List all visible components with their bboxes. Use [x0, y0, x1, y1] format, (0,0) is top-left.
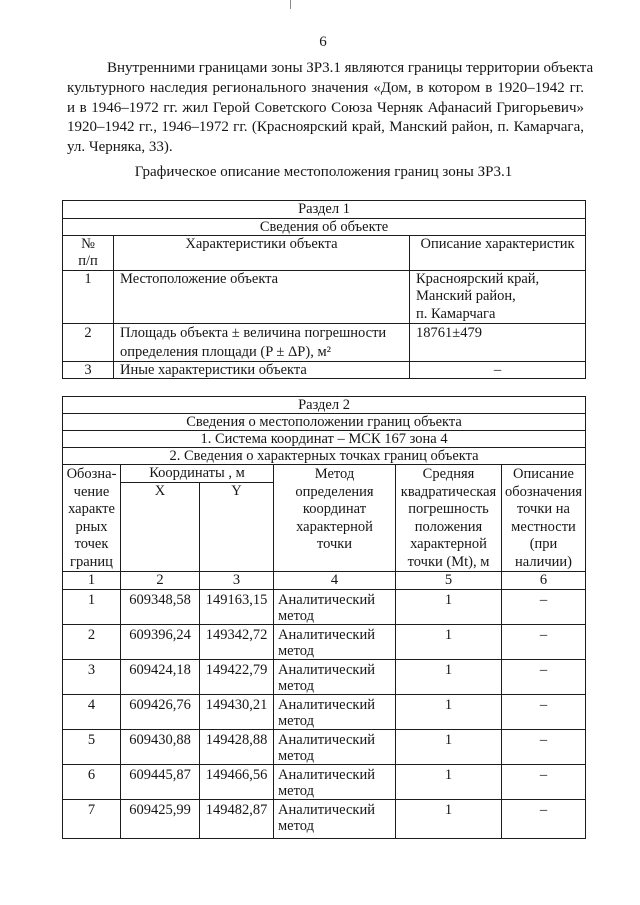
section1-subtitle: Сведения об объекте — [63, 219, 586, 236]
point-id: 2 — [63, 625, 121, 660]
point-id: 7 — [63, 800, 121, 839]
row-number: 1 — [63, 271, 114, 324]
header-line: характерной — [296, 518, 373, 535]
description-line: – — [493, 362, 502, 378]
point-method: Аналитический метод — [274, 625, 396, 660]
description-line: Красноярский край, — [416, 271, 540, 287]
description-line: 18761±479 — [416, 325, 482, 341]
header-line: Средняя — [422, 466, 475, 482]
point-method: Аналитический метод — [274, 730, 396, 765]
point-row-6 — [63, 765, 586, 800]
header-number — [63, 236, 114, 271]
header-line: рных — [75, 518, 108, 535]
header-line: границ — [70, 553, 113, 570]
point-description: – — [502, 660, 586, 695]
row-number: 3 — [63, 362, 114, 379]
intro-line-2: культурного наследия регионального значения «Дом, в котором в 1920–1942 гг. — [67, 79, 584, 96]
coordinate-system: 1. Система координат – МСК 167 зона 4 — [63, 431, 586, 448]
column-number-row — [63, 572, 586, 590]
point-description: – — [502, 625, 586, 660]
intro-paragraph — [67, 59, 594, 158]
point-row-3 — [63, 660, 586, 695]
section1-title: Раздел 1 — [63, 201, 586, 219]
row-description — [410, 362, 586, 379]
section2-title-row — [63, 397, 586, 414]
row-characteristic — [114, 362, 410, 379]
header-coordinates: Координаты , м — [121, 465, 274, 483]
intro-line-5: ул. Черняка, 33). — [67, 139, 173, 155]
intro-line-3: и в 1946–1972 гг. жил Герой Советского Союза Черняк Афанасий Григорьевич» — [67, 99, 584, 116]
header-point-id — [63, 465, 121, 572]
point-id: 6 — [63, 765, 121, 800]
point-row-4 — [63, 695, 586, 730]
point-x-coordinate: 609425,99 — [121, 800, 200, 839]
points-title-row — [63, 448, 586, 465]
point-row-7 — [63, 800, 586, 839]
point-y-coordinate: 149422,79 — [200, 660, 274, 695]
header-line: характе — [68, 501, 115, 517]
point-y-coordinate: 149342,72 — [200, 625, 274, 660]
point-y-coordinate: 149428,88 — [200, 730, 274, 765]
row-number: 2 — [63, 324, 114, 362]
header-x: X — [121, 483, 200, 572]
column-number: 1 — [63, 572, 121, 590]
point-description: – — [502, 730, 586, 765]
point-description: – — [502, 800, 586, 839]
row-characteristic — [114, 271, 410, 324]
section1-title-row — [63, 201, 586, 219]
point-mean-error: 1 — [396, 625, 502, 660]
point-mean-error: 1 — [396, 660, 502, 695]
header-y: Y — [200, 483, 274, 572]
column-number: 5 — [396, 572, 502, 590]
point-x-coordinate: 609424,18 — [121, 660, 200, 695]
header-line: Описание — [513, 466, 574, 482]
header-characteristic: Характеристики объекта — [114, 236, 410, 271]
point-description: – — [502, 590, 586, 625]
header-line: (при — [529, 536, 558, 552]
header-line: координат — [302, 501, 367, 517]
header-line: погрешность — [408, 501, 489, 517]
point-description: – — [502, 695, 586, 730]
section1-row-2 — [63, 324, 586, 362]
point-mean-error: 1 — [396, 765, 502, 800]
header-number-line: п/п — [78, 253, 98, 269]
header-line: точки (Mt), м — [407, 553, 490, 570]
point-id: 4 — [63, 695, 121, 730]
point-method: Аналитический метод — [274, 765, 396, 800]
description-line: Манский район, — [416, 288, 516, 305]
point-mean-error: 1 — [396, 730, 502, 765]
header-line: наличии) — [515, 553, 572, 570]
characteristic-line: Площадь объекта ± величина погрешности — [120, 325, 387, 341]
point-x-coordinate: 609430,88 — [121, 730, 200, 765]
column-number: 6 — [502, 572, 586, 590]
header-description: Описание характеристик — [410, 236, 586, 271]
scan-mark — [290, 0, 291, 9]
header-line: местности — [511, 518, 576, 535]
point-mean-error: 1 — [396, 590, 502, 625]
header-line: характерной — [410, 536, 487, 552]
header-line: Обозна- — [66, 466, 117, 482]
header-line: чение — [73, 483, 110, 500]
point-method: Аналитический метод — [274, 695, 396, 730]
row-description — [410, 271, 586, 324]
point-x-coordinate: 609426,76 — [121, 695, 200, 730]
header-line: Метод — [314, 466, 355, 482]
column-number: 2 — [121, 572, 200, 590]
points-title: 2. Сведения о характерных точках границ объекта — [63, 448, 586, 465]
section2-table — [62, 396, 586, 839]
section1-row-3 — [63, 362, 586, 379]
point-y-coordinate: 149466,56 — [200, 765, 274, 800]
header-point-description — [502, 465, 586, 572]
intro-line-4: 1920–1942 гг., 1946–1972 гг. (Красноярский край, Манский район, п. Камарчага, — [67, 119, 584, 136]
point-y-coordinate: 149163,15 — [200, 590, 274, 625]
point-x-coordinate: 609396,24 — [121, 625, 200, 660]
point-description: – — [502, 765, 586, 800]
page-number: 6 — [319, 34, 327, 50]
description-line: п. Камарчага — [416, 305, 496, 322]
intro-line-1: Внутренними границами зоны ЗР3.1 являются границы территории объекта — [107, 60, 594, 76]
header-line: квадратическая — [400, 483, 497, 500]
header-mean-error — [396, 465, 502, 572]
column-number: 3 — [200, 572, 274, 590]
section1-row-1 — [63, 271, 586, 324]
point-y-coordinate: 149430,21 — [200, 695, 274, 730]
point-id: 1 — [63, 590, 121, 625]
point-mean-error: 1 — [396, 695, 502, 730]
header-number-line: № — [81, 236, 95, 252]
point-id: 3 — [63, 660, 121, 695]
section-heading: Графическое описание местоположения границ зоны ЗР3.1 — [134, 164, 513, 180]
section2-subtitle-row — [63, 414, 586, 431]
section1-header-row — [63, 236, 586, 271]
header-line: положения — [414, 518, 483, 535]
point-method: Аналитический метод — [274, 590, 396, 625]
point-x-coordinate: 609348,58 — [121, 590, 200, 625]
header-method — [274, 465, 396, 572]
points-header-row — [63, 465, 586, 483]
point-row-2 — [63, 625, 586, 660]
point-row-5 — [63, 730, 586, 765]
header-line: точки на — [517, 501, 570, 517]
coordinate-system-row — [63, 431, 586, 448]
point-x-coordinate: 609445,87 — [121, 765, 200, 800]
point-method: Аналитический метод — [274, 660, 396, 695]
point-mean-error: 1 — [396, 800, 502, 839]
point-row-1 — [63, 590, 586, 625]
characteristic-line: Иные характеристики объекта — [120, 362, 307, 378]
header-line: точки — [316, 536, 353, 552]
characteristic-line: определения площади (P ± ΔP), м² — [120, 343, 331, 360]
section2-title: Раздел 2 — [63, 397, 586, 414]
point-method: Аналитический метод — [274, 800, 396, 839]
column-number: 4 — [274, 572, 396, 590]
section1-table — [62, 200, 586, 379]
point-y-coordinate: 149482,87 — [200, 800, 274, 839]
point-id: 5 — [63, 730, 121, 765]
header-line: определения — [295, 483, 374, 500]
characteristic-line: Местоположение объекта — [120, 271, 279, 287]
header-line: обозначения — [504, 483, 583, 500]
row-characteristic — [114, 324, 410, 362]
section1-subtitle-row — [63, 219, 586, 236]
row-description — [410, 324, 586, 362]
section2-subtitle: Сведения о местоположении границ объекта — [63, 414, 586, 431]
header-line: точек — [74, 536, 109, 552]
